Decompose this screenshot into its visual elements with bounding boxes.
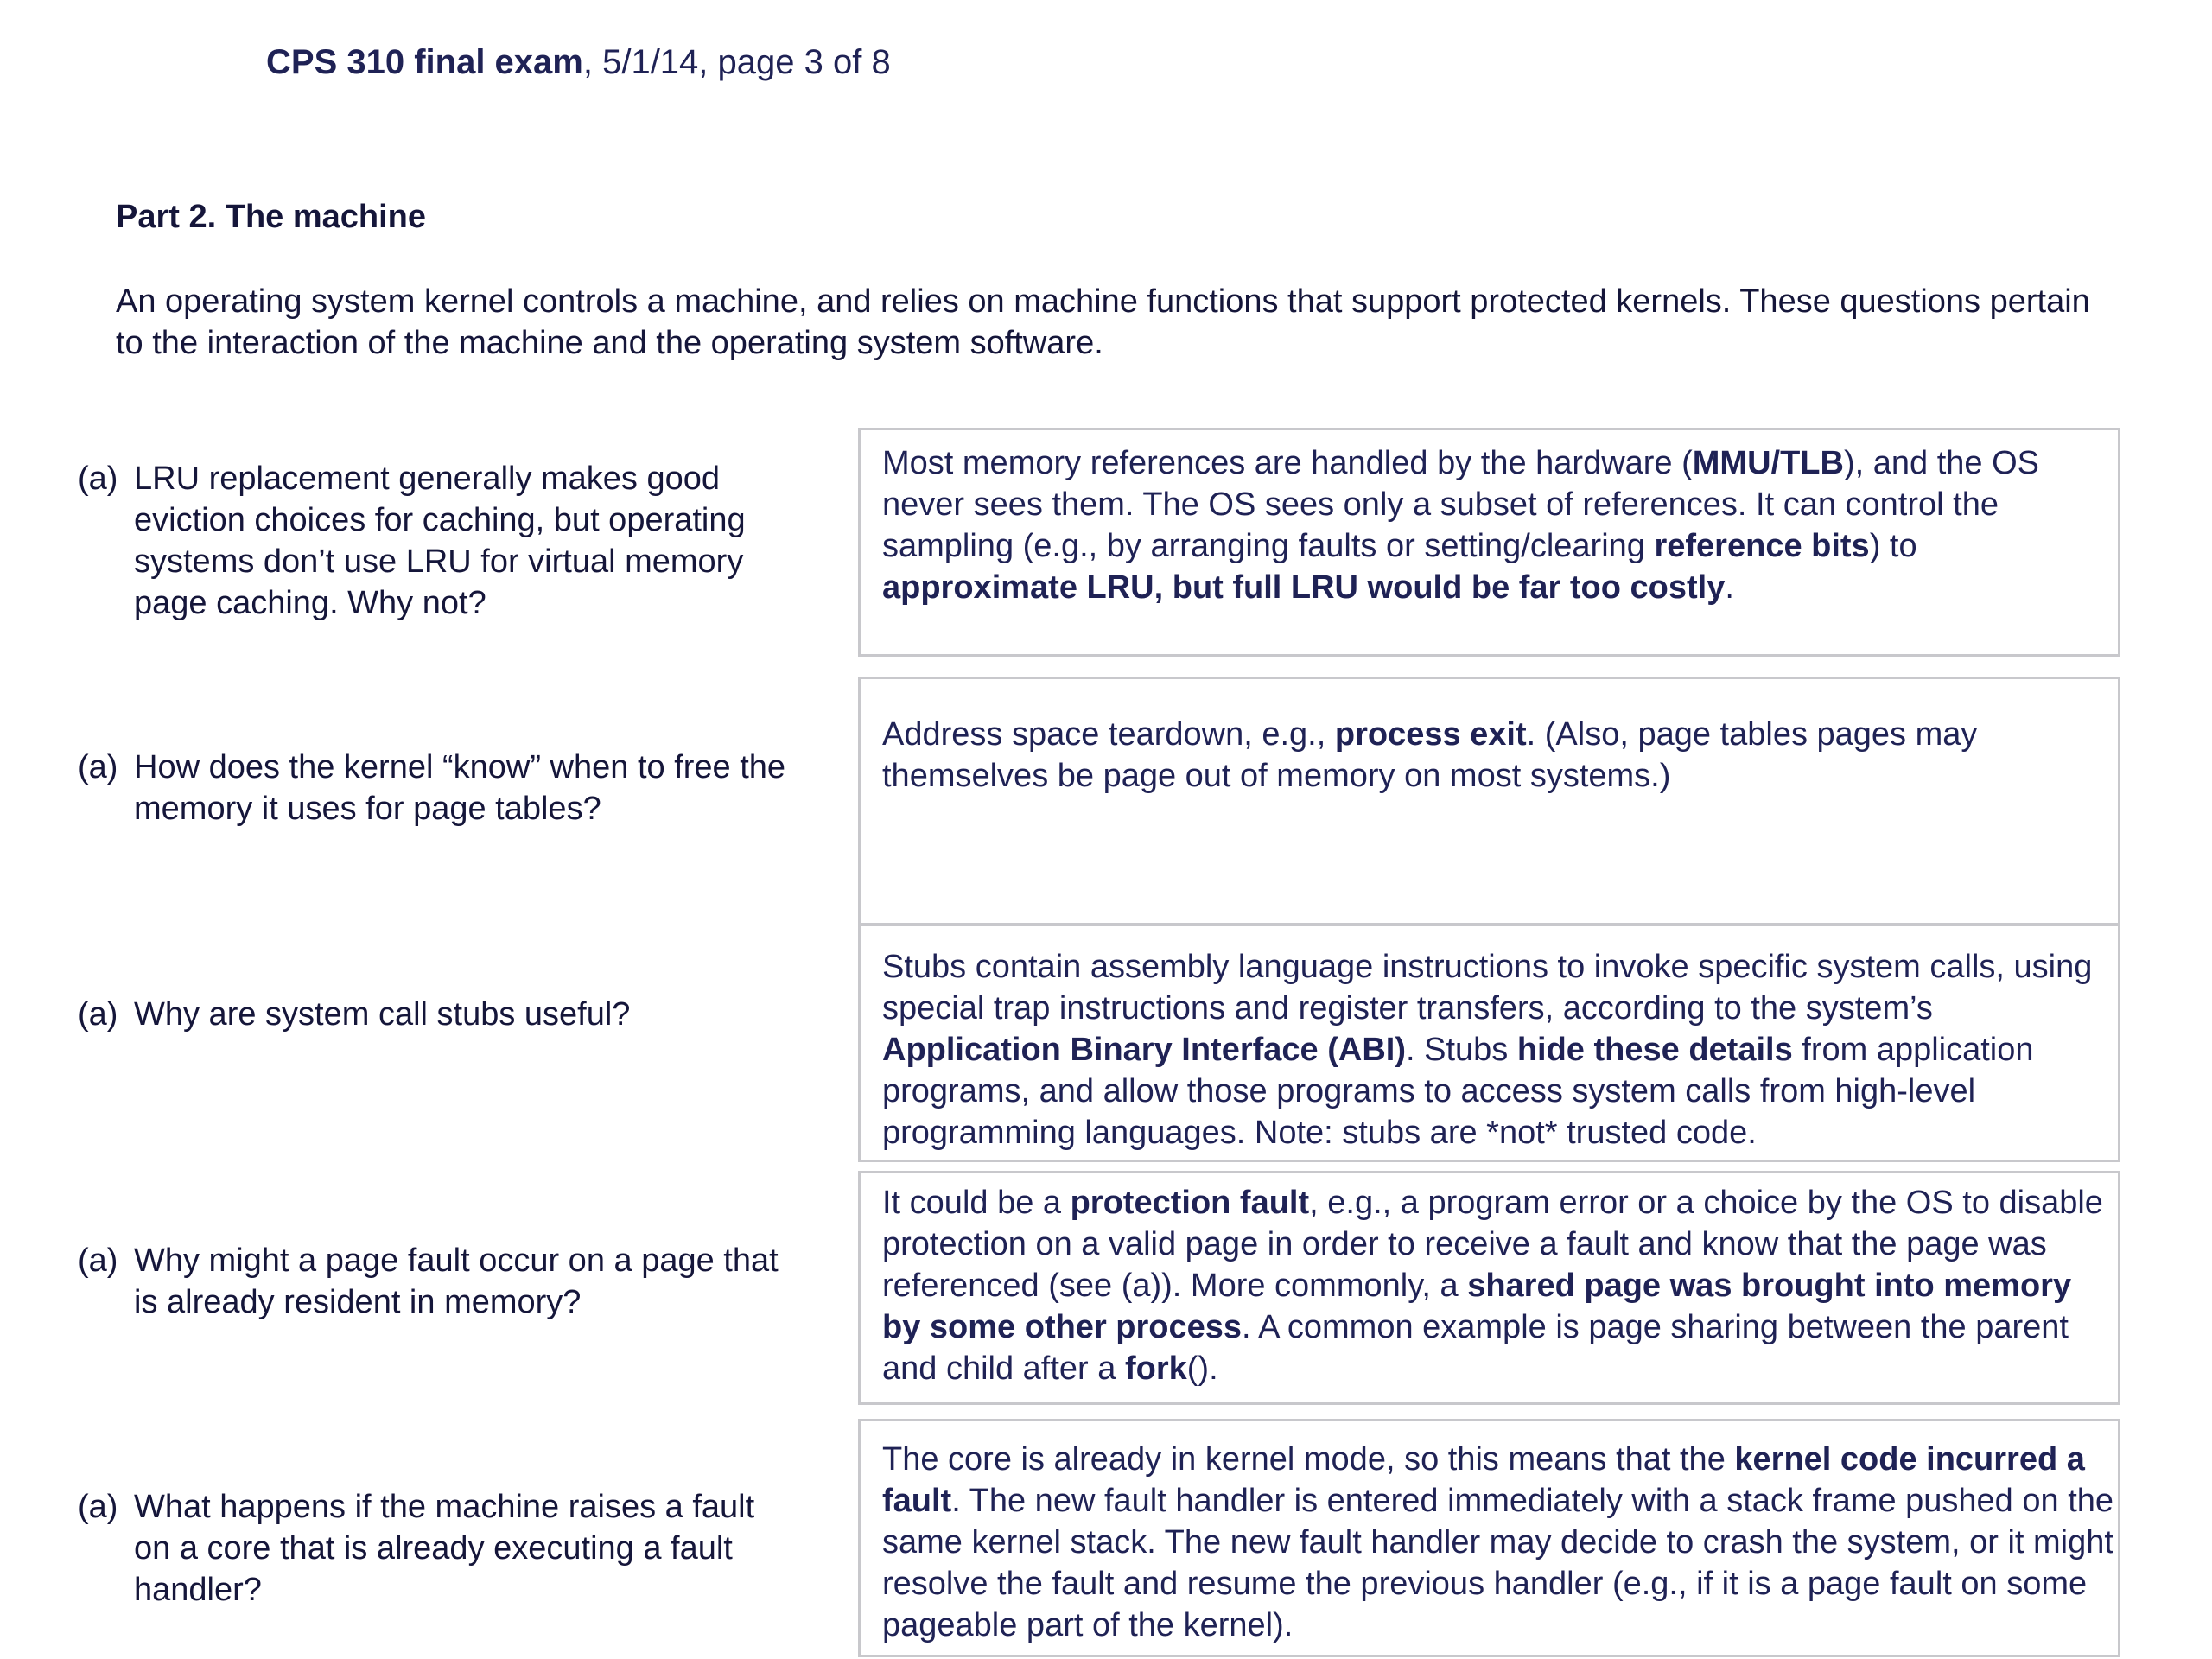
page-header [266,43,891,82]
answer-emphasis: Application Binary Interface (ABI) [882,1032,1406,1068]
answer-text: The core is already in kernel mode, so this means that the [882,1441,1735,1478]
answer-emphasis: process exit [1334,716,1527,753]
answer-text: (). [1186,1351,1218,1387]
answer-emphasis: hide these details [1516,1032,1793,1068]
answer-emphasis: reference bits [1654,528,1870,564]
answer-text: ) to [1869,528,1917,564]
question-2 [78,747,795,830]
answer-box-4 [858,1171,2120,1405]
question-text: Why are system call stubs useful? [134,996,631,1033]
answer-emphasis: approximate LRU, but full LRU would be far too costly [882,569,1726,606]
answer-text: Address space teardown, e.g., [882,716,1335,753]
question-marker: (a) [78,996,118,1033]
answer-text: from application programs, and allow those programs to access system calls from high-level programming languages. Note: stubs are *not* trusted code. [882,1032,2034,1151]
question-marker: (a) [78,1489,118,1525]
question-4 [78,1240,795,1323]
answer-text: ), and the OS never sees them. The OS sees only a subset of references. It can control the sampling (e.g., by arranging faults or setting/clearing [882,445,2039,564]
exam-title: CPS 310 final exam [266,43,583,81]
answer-emphasis: protection fault [1070,1185,1310,1221]
question-text: LRU replacement generally makes good eviction choices for caching, but operating systems don’t use LRU for virtual memory page caching. Why not? [134,461,746,621]
answer-emphasis: kernel code incurred a fault [882,1441,2085,1519]
answer-emphasis: shared page was brought into memory by some other process [882,1268,2072,1345]
answer-box-1 [858,428,2120,657]
question-5 [78,1486,795,1611]
answer-text: Most memory references are handled by the hardware ( [882,445,1693,481]
question-1 [78,458,795,624]
answer-text: . Stubs [1405,1032,1517,1068]
answer-box-2 [858,677,2120,926]
part-title: Part 2. The machine [116,199,427,235]
question-marker: (a) [78,749,118,785]
question-text: How does the kernel “know” when to free the memory it uses for page tables? [134,749,786,827]
question-text: What happens if the machine raises a fault on a core that is already executing a fault handler? [134,1489,755,1608]
answer-emphasis: fork [1124,1351,1187,1387]
exam-date-page: , 5/1/14, page 3 of 8 [582,43,891,81]
answer-text: It could be a [882,1185,1071,1221]
part-intro: An operating system kernel controls a machine, and relies on machine functions that support protected kernels. These questions pertain to the interaction of the machine and the operating system software. [116,283,2090,361]
answer-emphasis: MMU/TLB [1692,445,1844,481]
question-3 [78,994,795,1035]
answer-text: , e.g., a program error or a choice by the OS to disable protection on a valid page in order to receive a fault and know that the page was referenced (see (a)). More commonly, a [882,1185,2103,1304]
question-text: Why might a page fault occur on a page that is already resident in memory? [134,1243,779,1320]
answer-box-3 [858,923,2120,1162]
answer-text: . (Also, page tables pages may themselves be page out of memory on most systems.) [882,716,1978,794]
answer-text: . A common example is page sharing between the parent and child after a [882,1309,2069,1387]
answer-box-5 [858,1419,2120,1657]
question-marker: (a) [78,1243,118,1279]
answer-text: . The new fault handler is entered immediately with a stack frame pushed on the same kernel stack. The new fault handler may decide to crash the system, or it might resolve the fault and resume the previous handler (e.g., if it is a page fault on some pageable part of the kernel). [882,1483,2114,1643]
answer-text: . [1725,569,1734,606]
question-marker: (a) [78,461,118,497]
answer-text: Stubs contain assembly language instructions to invoke specific system calls, using special trap instructions and register transfers, according to the system’s [882,949,2093,1027]
